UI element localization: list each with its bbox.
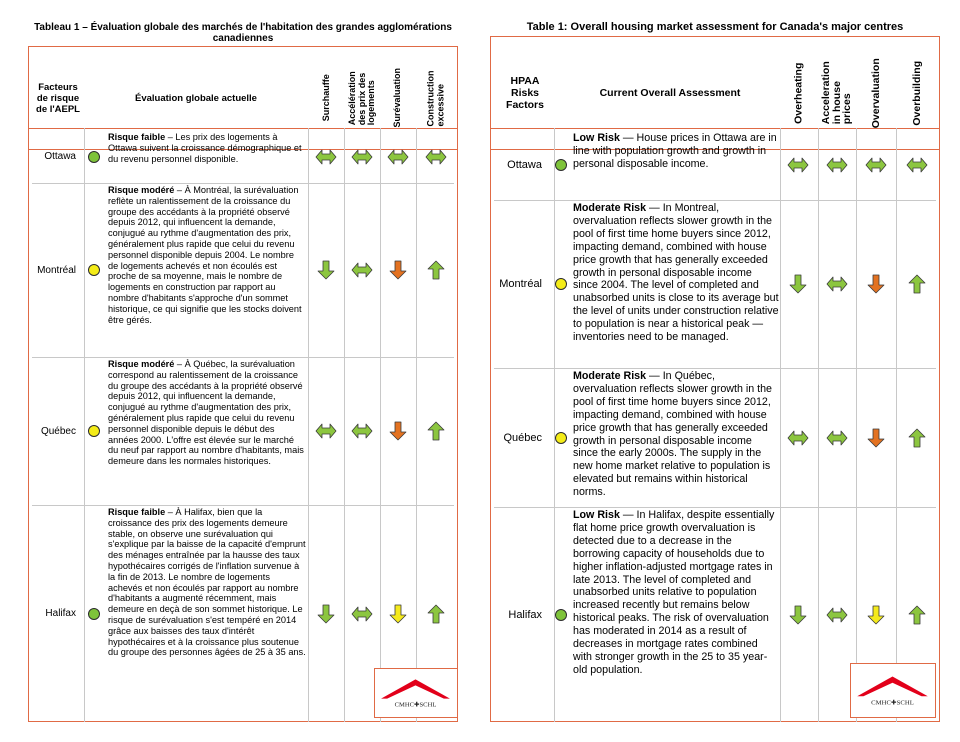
grid-line bbox=[416, 128, 417, 722]
double-arrow-icon bbox=[351, 147, 373, 167]
grid-line bbox=[380, 128, 381, 722]
arrow-up-icon bbox=[425, 260, 447, 280]
arrow-down-icon bbox=[315, 604, 337, 624]
arrow-up-icon bbox=[906, 605, 928, 625]
assessment-description: — In Québec, overvaluation reflects slower growth in the pool of first time home buyers since 2012, impacting demand, combined with house price growth that has generally exceeded growth in personal disposable income since the early 2000s. The supply in the new home market relative to population is elevated but remains within historical norms. bbox=[573, 370, 773, 499]
assessment-description: – Les prix des logements à Ottawa suivent la croissance démographique et du revenu personnel disponible. bbox=[108, 132, 302, 164]
city-label-3: Halifax bbox=[45, 608, 76, 619]
arrow-down-icon bbox=[787, 605, 809, 625]
arrow-up-icon bbox=[906, 428, 928, 448]
risk-level-indicator bbox=[555, 609, 567, 621]
french-header-acceleration: Accélération des prix des logements bbox=[346, 70, 376, 126]
english-header-overbuilding: Overbuilding bbox=[910, 60, 923, 126]
french-header-overbuilding: Construction excessive bbox=[425, 70, 445, 126]
french-header-overvaluation: Surévaluation bbox=[392, 68, 403, 128]
arrow-up-icon bbox=[425, 421, 447, 441]
risk-level-label: Risque faible bbox=[108, 507, 166, 517]
grid-line bbox=[896, 128, 897, 722]
assessment-text bbox=[573, 132, 779, 199]
cmhc-schl-logo bbox=[374, 668, 458, 718]
row-divider bbox=[32, 183, 454, 184]
arrow-down-icon bbox=[387, 421, 409, 441]
grid-line bbox=[856, 128, 857, 722]
french-header-overheating: Surchauffe bbox=[320, 74, 331, 122]
double-arrow-icon bbox=[351, 260, 373, 280]
arrow-down-icon bbox=[315, 260, 337, 280]
grid-line bbox=[818, 128, 819, 722]
assessment-text bbox=[108, 359, 306, 504]
double-arrow-icon bbox=[787, 428, 809, 448]
city-label-2: Québec bbox=[40, 425, 76, 437]
assessment-text bbox=[573, 370, 779, 506]
double-arrow-icon bbox=[826, 155, 848, 175]
assessment-description: – À Halifax, bien que la croissance des prix des logements demeure stable, on observe une surévaluation qui s'explique par la baisse de la capacité d'emprunt des ménages entraînée par la hausse des taux hypothécaires corrigés de l'inflation survenue à la fin de 2013. Le nombre de logements achevés et non écoulés par rapport au nombre d'habitants a augmenté récemment, mais demeure en deçà de son sommet historique. Le risque de surévaluation s'est tempéré en 2014 grâce aux baisses des taux d'intérêt hypothécaires et à la croissance plus soutenue du groupe des personnes âgées de 25 à 35 ans. bbox=[108, 507, 306, 658]
risk-level-indicator bbox=[88, 425, 100, 437]
english-table-panel bbox=[490, 22, 940, 722]
assessment-text bbox=[108, 185, 306, 356]
row-divider bbox=[32, 505, 454, 506]
risk-level-indicator bbox=[88, 608, 100, 620]
arrow-down-icon bbox=[865, 428, 887, 448]
double-arrow-icon bbox=[387, 147, 409, 167]
double-arrow-icon bbox=[906, 155, 928, 175]
grid-line bbox=[84, 128, 85, 722]
city-label-1: Montréal bbox=[37, 264, 76, 276]
risk-level-indicator bbox=[555, 432, 567, 444]
arrow-down-icon bbox=[387, 260, 409, 280]
row-divider bbox=[494, 368, 936, 369]
row-divider bbox=[32, 357, 454, 358]
risk-level-label: Risque modéré bbox=[108, 359, 175, 369]
assessment-description: — In Halifax, despite essentially flat home price growth overvaluation is detected due to a decrease in the borrowing capacity of households due to higher inflation-adjusted mortgage rates in late 2013. The level of completed and unabsorbed units relative to population increased recently but remains below historical peaks. The risk of overvaluation has moderated in 2014 as a result of decreases in mortgage rates combined with stronger growth in the 25 to 35 year-old population. bbox=[573, 509, 775, 676]
assessment-description: – À Québec, la surévaluation correspond au ralentissement de la croissance du groupe des accédants à la propriété observé depuis 2012, qui influencent la demande, conjugué au rythme d'augmentation des prix, généralement plus rapide que celui du revenu personnel disponible depuis le début des années 2000. L'offre est élevée sur le marché du neuf par rapport au nombre d'habitants, mais demeure dans les normales historiques. bbox=[108, 359, 304, 467]
city-label-0: Ottawa bbox=[44, 151, 76, 162]
double-arrow-icon bbox=[787, 155, 809, 175]
city-label-2: Québec bbox=[503, 431, 542, 444]
double-arrow-icon bbox=[425, 147, 447, 167]
grid-line bbox=[308, 128, 309, 722]
logo-text: CMHC✚SCHL bbox=[394, 701, 437, 709]
city-label-0: Ottawa bbox=[507, 159, 542, 171]
assessment-text bbox=[573, 509, 779, 721]
arrow-up-icon bbox=[425, 604, 447, 624]
grid-line bbox=[780, 128, 781, 722]
english-header-assessment: Current Overall Assessment bbox=[599, 87, 741, 99]
double-arrow-icon bbox=[865, 155, 887, 175]
french-table-panel bbox=[28, 22, 458, 722]
grid-line bbox=[554, 128, 555, 722]
assessment-text bbox=[573, 202, 779, 367]
cmhc-schl-logo bbox=[850, 663, 936, 718]
city-label-3: Halifax bbox=[508, 608, 542, 621]
risk-level-indicator bbox=[555, 278, 567, 290]
assessment-description: — House prices in Ottawa are in line with population growth and growth in personal disposable income. bbox=[573, 132, 777, 170]
assessment-description: — In Montreal, overvaluation reflects slower growth in the pool of first time home buyers since 2012, impacting demand, combined with house price growth that has generally exceeded growth in personal disposable income since 2004. The level of completed and unabsorbed units is close to its average but the level of units under construction relative to population is near a historical peak — inventories need to be managed. bbox=[573, 202, 779, 344]
double-arrow-icon bbox=[826, 274, 848, 294]
double-arrow-icon bbox=[826, 428, 848, 448]
risk-level-label: Risque faible bbox=[108, 132, 166, 142]
risk-level-indicator bbox=[88, 151, 100, 163]
english-table-title: Table 1: Overall housing market assessment for Canada's major centres bbox=[526, 21, 904, 33]
arrow-down-icon bbox=[387, 604, 409, 624]
english-header-overvaluation: Overvaluation bbox=[869, 57, 882, 129]
arrow-down-icon bbox=[865, 274, 887, 294]
risk-level-label: Low Risk bbox=[573, 509, 620, 521]
assessment-description: – À Montréal, la surévaluation reflète un ralentissement de la croissance du groupe des accédants à la propriété observé depuis 2012, qui influencent la demande, conjugué au rythme d'augmentation des prix, généralement plus rapide que celui du revenu personnel disponible depuis 2004. Le nombre de logements achevés et non écoulés est proche de sa moyenne, mais le nombre de logements en construction par rapport au nombre d'habitants s'approche d'un sommet historique, ce qui signifie que les stocks doivent être gérés. bbox=[108, 185, 302, 325]
double-arrow-icon bbox=[351, 604, 373, 624]
risk-level-label: Moderate Risk bbox=[573, 370, 647, 382]
risk-level-label: Risque modéré bbox=[108, 185, 175, 195]
risk-level-indicator bbox=[555, 159, 567, 171]
row-divider bbox=[494, 507, 936, 508]
row-divider bbox=[494, 200, 936, 201]
french-table-title: Tableau 1 – Évaluation globale des marchés de l'habitation des grandes agglomérations canadiennes bbox=[34, 22, 452, 44]
double-arrow-icon bbox=[351, 421, 373, 441]
double-arrow-icon bbox=[826, 605, 848, 625]
grid-line bbox=[344, 128, 345, 722]
double-arrow-icon bbox=[315, 147, 337, 167]
english-header-acceleration: Acceleration in house prices bbox=[820, 61, 854, 125]
english-header-overheating: Overheating bbox=[792, 62, 805, 124]
assessment-text bbox=[108, 507, 306, 721]
arrow-down-icon bbox=[865, 605, 887, 625]
logo-text: CMHC✚SCHL bbox=[871, 699, 914, 707]
french-header-assessment: Évaluation globale actuelle bbox=[135, 92, 257, 104]
city-label-1: Montréal bbox=[499, 278, 542, 290]
assessment-text bbox=[108, 132, 306, 182]
risk-level-indicator bbox=[88, 264, 100, 276]
arrow-up-icon bbox=[906, 274, 928, 294]
english-header-factors: HPAA Risks Factors bbox=[506, 75, 544, 111]
double-arrow-icon bbox=[315, 421, 337, 441]
arrow-down-icon bbox=[787, 274, 809, 294]
french-header-factors: Facteurs de risque de l'AEPL bbox=[36, 81, 80, 115]
risk-level-label: Moderate Risk bbox=[573, 202, 647, 214]
risk-level-label: Low Risk bbox=[573, 132, 620, 144]
